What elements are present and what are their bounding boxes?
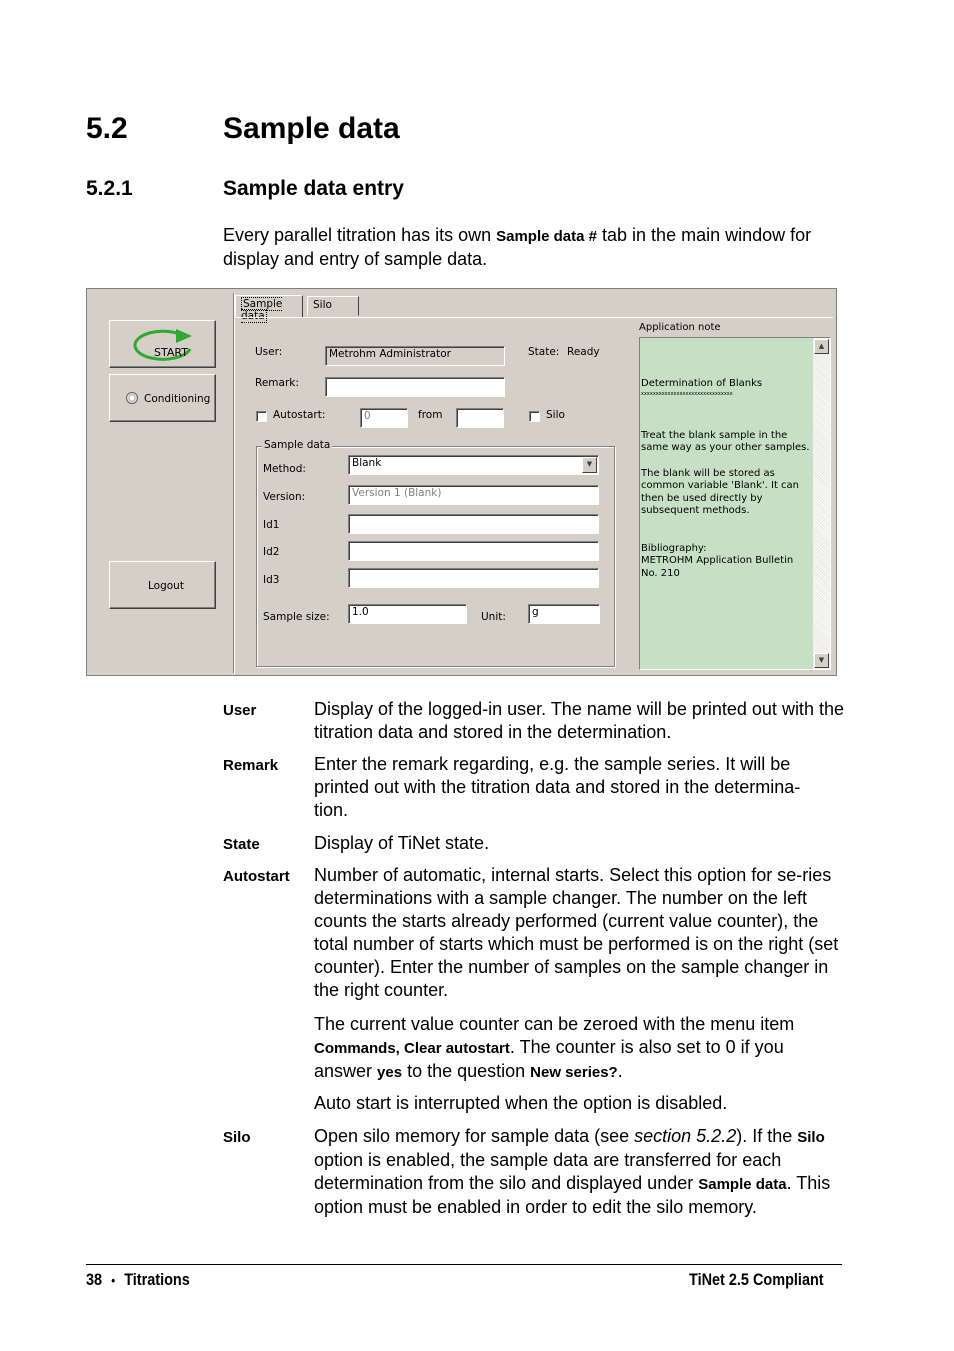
id2-label: Id2 — [263, 546, 280, 558]
chapter-name: Titrations — [124, 1270, 190, 1289]
note-rule: xxxxxxxxxxxxxxxxxxxxxxxxxxxxxxx — [641, 390, 733, 397]
start-button[interactable] — [109, 320, 216, 368]
id1-label: Id1 — [263, 519, 280, 531]
user-label: User: — [255, 346, 283, 358]
note-scrollbar[interactable] — [813, 338, 830, 669]
term-remark: Remark — [223, 757, 279, 774]
product-name: TiNet 2.5 Compliant — [689, 1270, 824, 1289]
section-number: 5.2 — [86, 112, 128, 145]
from-label: from — [418, 409, 443, 421]
start-icon — [130, 325, 200, 365]
autostart-checkbox[interactable] — [256, 411, 267, 422]
term-user: User — [223, 702, 257, 719]
silo-label: Silo — [546, 409, 565, 421]
note-title: Determination of Blanks — [641, 378, 763, 389]
state-value: Ready — [567, 346, 600, 358]
def-autostart: Number of automatic, internal starts. Select this option for se-ries determinations with a sample changer. The number on the left counts the starts already performed (current value counter), the total number of starts which must be performed is on the right (set counter). Enter the number of samples on the sample changer in the right counter. — [314, 865, 839, 1000]
conditioning-button[interactable] — [109, 374, 216, 422]
tab-sample-data[interactable] — [235, 295, 303, 322]
remark-input[interactable] — [325, 377, 505, 397]
def-remark: Enter the remark regarding, e.g. the sample series. It will be printed out with the titration data and stored in the determina-tion. — [314, 754, 801, 820]
version-label: Version: — [263, 491, 306, 503]
tab-silo[interactable] — [307, 296, 359, 316]
version-value: Version 1 (Blank) — [352, 487, 442, 499]
term-autostart: Autostart — [223, 868, 290, 885]
def-user: Display of the logged-in user. The name will be printed out with the titration data and stored in the determination. — [314, 699, 844, 742]
state-label: State: — [528, 346, 560, 358]
id3-label: Id3 — [263, 574, 280, 586]
section-title: Sample data — [223, 112, 400, 145]
chevron-down-icon[interactable]: ▼ — [582, 457, 597, 473]
start-label: START — [154, 346, 188, 359]
user-value: Metrohm Administrator — [329, 348, 451, 360]
method-select[interactable] — [348, 455, 599, 475]
app-note-label: Application note — [639, 322, 721, 333]
subsection-title: Sample data entry — [223, 177, 404, 200]
remark-label: Remark: — [255, 377, 299, 389]
note-bibliography: METROHM Application Bulletin No. 210 — [641, 555, 794, 579]
conditioning-label: Conditioning — [144, 393, 211, 405]
unit-label: Unit: — [481, 611, 506, 623]
footer-right — [689, 1270, 824, 1290]
scroll-down-icon[interactable]: ▼ — [814, 653, 829, 668]
footer-bullet: • — [111, 1273, 116, 1288]
footer-rule — [86, 1264, 842, 1265]
footer-left — [86, 1270, 190, 1290]
def-state: Display of TiNet state. — [314, 833, 490, 853]
note-paragraph-1: Treat the blank sample in the same way as your other samples. — [641, 429, 810, 453]
sample-size-input[interactable]: 1.0 — [348, 604, 467, 624]
id1-input[interactable] — [348, 514, 599, 534]
subsection-number: 5.2.1 — [86, 177, 133, 200]
autostart-label: Autostart: — [273, 409, 326, 421]
term-state: State — [223, 836, 260, 853]
logout-button[interactable] — [109, 561, 216, 609]
page-number: 38 — [86, 1270, 103, 1289]
conditioning-icon — [126, 392, 138, 404]
silo-checkbox[interactable] — [529, 411, 540, 422]
tab-silo-label: Silo — [313, 299, 332, 311]
intro-paragraph: Every parallel titration has its own Sample data # tab in the main window for display and entry of sample data. — [223, 225, 812, 269]
id2-input[interactable] — [348, 541, 599, 561]
def-autostart-interrupt: Auto start is interrupted when the option is disabled. — [314, 1093, 728, 1113]
autostart-total-field[interactable] — [456, 408, 504, 428]
autostart-current-field: 0 — [360, 408, 408, 428]
logout-label: Logout — [148, 580, 184, 592]
def-autostart-counter: The current value counter can be zeroed with the menu item Commands, Clear autostart. The counter is also set to 0 if you answer yes to the question New series?. — [314, 1014, 795, 1081]
sample-data-group-label: Sample data — [264, 439, 331, 451]
app-note-panel — [639, 337, 831, 670]
unit-input[interactable]: g — [528, 604, 600, 624]
user-field — [325, 346, 505, 366]
sample-data-screenshot — [86, 288, 837, 676]
id3-input[interactable] — [348, 568, 599, 588]
tab-sample-data-label: Sample data — [241, 298, 283, 322]
version-field — [348, 485, 599, 505]
note-bibliography-label: Bibliography: — [641, 542, 707, 554]
app-note-text — [641, 378, 811, 580]
method-value: Blank — [352, 457, 382, 469]
note-paragraph-2: The blank will be stored as common variable 'Blank'. It can then be used directly by subsequent methods. — [641, 467, 800, 516]
sample-size-label: Sample size: — [263, 611, 330, 623]
def-silo: Open silo memory for sample data (see section 5.2.2). If the Silo option is enabled, the sample data are transferred for each determination from the silo and displayed under Sample data. This option must be enabled in order to edit the silo memory. — [314, 1126, 831, 1217]
scroll-up-icon[interactable]: ▲ — [814, 339, 829, 354]
method-label: Method: — [263, 463, 306, 475]
term-silo: Silo — [223, 1129, 251, 1146]
